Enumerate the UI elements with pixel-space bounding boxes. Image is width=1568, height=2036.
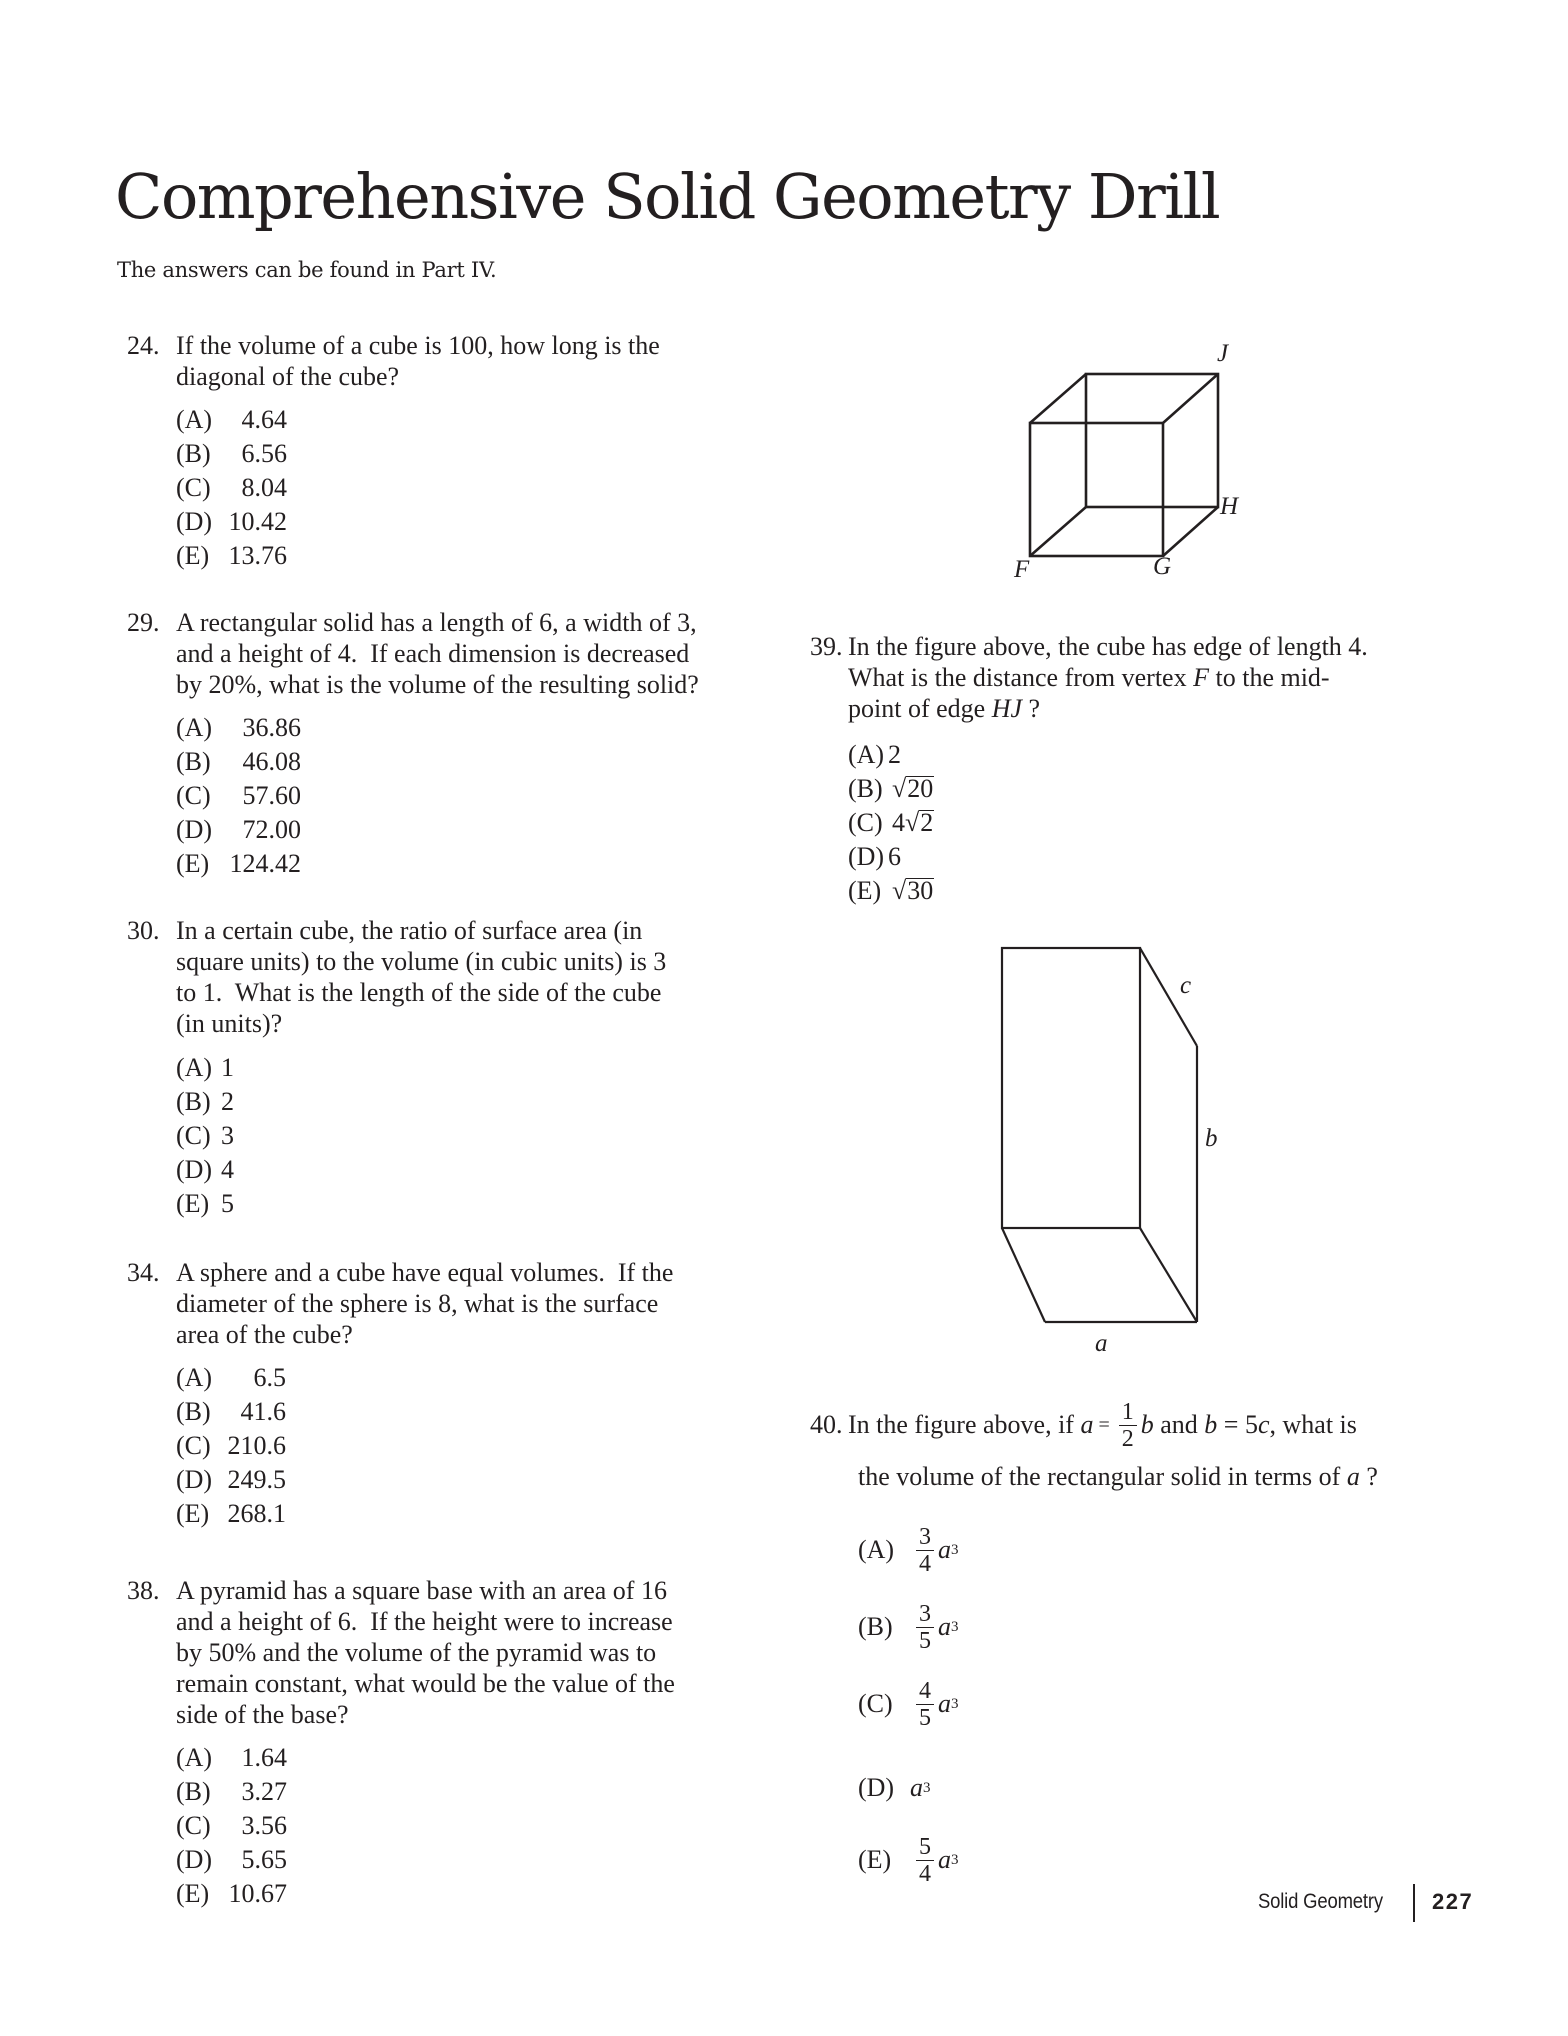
fraction: $\frac{3}{4}$ [916,1524,934,1577]
answer-choice[interactable]: (E) $\frac{5}{4}$ a 3 [858,1833,959,1887]
answer-choices [176,403,727,573]
question-number: 40. [810,1410,843,1439]
answer-choices [848,738,1510,908]
question-stem: A pyramid has a square base with an area of 16 and a height of 6. If the height were to increase by 50% and the volume of the pyramid was to remain constant, what would be the value of the side of the base? [176,1576,675,1729]
answer-choice[interactable]: (A) $\frac{3}{4}$ a 3 [858,1523,959,1577]
answer-choice[interactable]: (B) 46.08 [176,747,301,776]
question-stem: A sphere and a cube have equal volumes. If the diameter of the sphere is 8, what is the surface area of the cube? [176,1258,674,1349]
answer-choice[interactable]: (E) 124.42 [176,849,301,878]
question-number: 24. [127,331,160,360]
answer-choice[interactable]: (B) 3.27 [176,1777,287,1806]
answer-choice[interactable]: (C) 3.56 [176,1811,287,1840]
answer-choices [176,1361,767,1531]
fraction: $\frac{4}{5}$ [916,1678,934,1731]
edge-label-c: c [1180,972,1192,999]
fraction: $\frac{5}{4}$ [916,1834,934,1887]
answer-choice[interactable]: (E) √30 [848,874,1510,908]
answer-choices [176,711,767,881]
answer-choice[interactable]: (C) 3 [176,1121,234,1150]
answer-choice[interactable]: (B) 41.6 [176,1397,286,1426]
question-24 [127,330,727,573]
answer-choice[interactable]: (D) a 3 [858,1773,931,1802]
answer-choice[interactable]: (B) 2 [176,1087,234,1116]
answer-choice[interactable]: (A) 2 [848,740,901,769]
answer-choice[interactable]: (E) 5 [176,1189,234,1218]
answer-choice[interactable]: (C) 57.60 [176,781,301,810]
answer-choice[interactable]: (C) 4√2 [848,806,1510,840]
edge-label-b: b [1205,1125,1218,1152]
question-29 [127,607,767,881]
question-34 [127,1257,767,1531]
answer-choice[interactable]: (E) 10.67 [176,1879,287,1908]
square-root: 4√2 [892,808,934,837]
page-title: Comprehensive Solid Geometry Drill [115,160,1220,233]
answer-choice[interactable]: (A) 6.5 [176,1363,286,1392]
cube-figure [1030,374,1218,556]
fraction: $\frac{1}{2}$ [1119,1399,1137,1452]
vertex-label-h: H [1220,493,1239,520]
answer-choice[interactable]: (C) 8.04 [176,473,287,502]
question-38 [127,1575,767,1911]
answer-choice[interactable]: (D) 5.65 [176,1845,287,1874]
answer-choice[interactable]: (B) 6.56 [176,439,287,468]
footer-section-title: Solid Geometry [1258,1890,1383,1913]
answer-choices [176,1741,767,1911]
question-number: 34. [127,1258,160,1287]
answer-choice[interactable]: (E) 268.1 [176,1499,286,1528]
question-number: 38. [127,1576,160,1605]
answer-choices [176,1051,767,1221]
question-number: 39. [810,632,843,661]
answer-choice[interactable]: (B) $\frac{3}{5}$ a 3 [858,1600,959,1654]
answer-choice[interactable]: (E) 13.76 [176,541,287,570]
answer-choice[interactable]: (C) $\frac{4}{5}$ a 3 [858,1677,959,1731]
answer-choice[interactable]: (A) 36.86 [176,713,301,742]
page-subtitle: The answers can be found in Part IV. [117,258,497,282]
vertex-label-j: J [1217,340,1229,367]
answer-choice[interactable]: (B) √20 [848,772,1510,806]
footer-divider [1413,1884,1415,1922]
question-number: 29. [127,608,160,637]
question-stem: In a certain cube, the ratio of surface area (in square units) to the volume (in cubic units) is 3 to 1. What is the length of the side of the cube (in units)? [176,916,667,1038]
square-root: √30 [892,876,934,905]
question-stem: In the figure above, the cube has edge of length 4. What is the distance from vertex F to the mid- point of edge HJ ? [848,632,1368,723]
answer-choice[interactable]: (D) 10.42 [176,507,287,536]
answer-choice[interactable]: (A) 1 [176,1053,234,1082]
vertex-label-f: F [1014,556,1030,583]
answer-choice[interactable]: (D) 249.5 [176,1465,286,1494]
fraction: $\frac{3}{5}$ [916,1601,934,1654]
vertex-label-g: G [1153,553,1172,580]
answer-choice[interactable]: (D) 4 [176,1155,234,1184]
answer-choice[interactable]: (C) 210.6 [176,1431,286,1460]
question-stem: A rectangular solid has a length of 6, a width of 3, and a height of 4. If each dimension is decreased by 20%, what is the volume of the resulting solid? [176,608,699,699]
square-root: √20 [892,774,934,803]
answer-choice[interactable]: (A) 1.64 [176,1743,287,1772]
question-number: 30. [127,916,160,945]
edge-label-a: a [1095,1330,1108,1357]
answer-choice[interactable]: (A) 4.64 [176,405,287,434]
question-30 [127,915,767,1221]
page-number: 227 [1432,1889,1474,1914]
question-stem: If the volume of a cube is 100, how long is the diagonal of the cube? [176,331,660,391]
rectangular-solid-figure [1002,948,1197,1322]
question-39 [810,631,1510,908]
answer-choice[interactable]: (D) 72.00 [176,815,301,844]
answer-choice[interactable]: (D) 6 [848,842,901,871]
